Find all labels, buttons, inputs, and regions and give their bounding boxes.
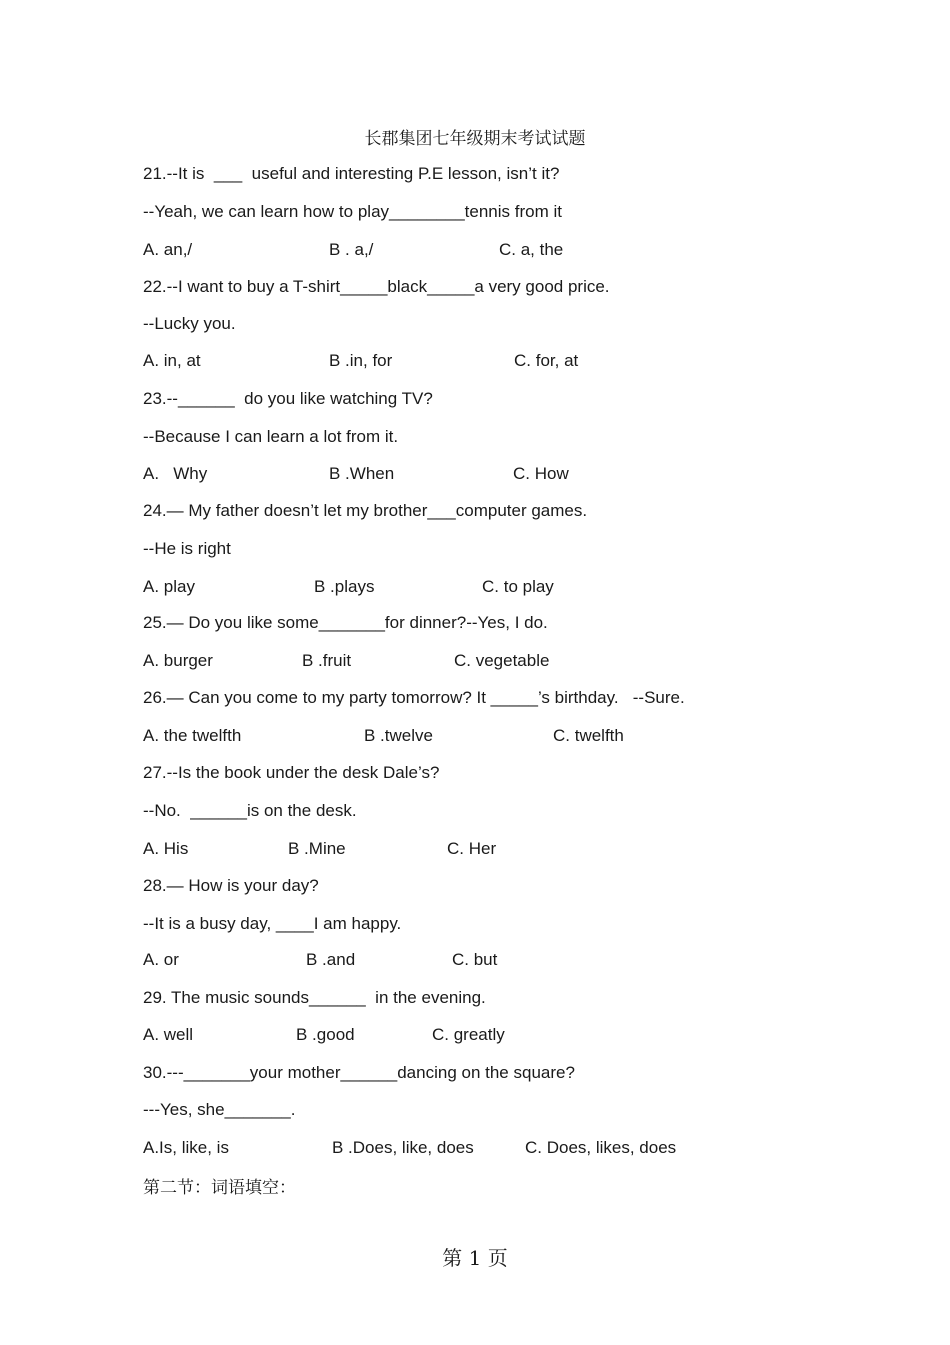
question-22-option-b: B .in, for — [329, 351, 393, 370]
question-24-option-a: A. play — [143, 577, 195, 596]
question-23-option-c: C. How — [513, 464, 569, 483]
question-23-option-b: B .When — [329, 464, 395, 483]
question-24-line-2: --He is right — [143, 539, 231, 558]
question-30-option-b: B .Does, like, does — [332, 1138, 474, 1157]
question-23-line-2: --Because I can learn a lot from it. — [143, 427, 399, 446]
question-28-option-a: A. or — [143, 950, 179, 969]
page-number: 第 1 页 — [442, 1246, 508, 1270]
question-27-line-2: --No. ______is on the desk. — [143, 801, 357, 820]
question-27-option-a: A. His — [143, 839, 189, 858]
question-28-option-b: B .and — [306, 950, 356, 969]
question-28-line-2: --It is a busy day, ____I am happy. — [143, 914, 402, 933]
question-29-line-1: 29. The music sounds______ in the evening. — [143, 988, 486, 1007]
section-2-heading: 第二节：词语填空： — [143, 1178, 296, 1198]
question-21-line-1: 21.--It is ___ useful and interesting P.E lesson, isn’t it? — [143, 164, 560, 183]
question-21-option-a: A. an,/ — [143, 240, 193, 259]
question-21-option-c: C. a, the — [499, 240, 564, 259]
question-28-line-1: 28.— How is your day? — [143, 876, 319, 895]
question-22-option-a: A. in, at — [143, 351, 201, 370]
question-27-option-b: B .Mine — [288, 839, 346, 858]
question-26-option-b: B .twelve — [364, 726, 433, 745]
question-21-option-b: B . a,/ — [329, 240, 374, 259]
question-28-option-c: C. but — [452, 950, 498, 969]
question-24-option-c: C. to play — [482, 577, 554, 596]
question-30-line-2: ---Yes, she_______. — [143, 1100, 296, 1119]
question-30-option-c: C. Does, likes, does — [525, 1138, 677, 1157]
question-24-option-b: B .plays — [314, 577, 375, 596]
question-21-line-2: --Yeah, we can learn how to play________tennis from it — [143, 202, 562, 221]
question-30-option-a: A.Is, like, is — [143, 1138, 229, 1157]
question-22-line-2: --Lucky you. — [143, 314, 236, 333]
question-25-line-1: 25.— Do you like some_______for dinner?--Yes, I do. — [143, 613, 548, 632]
question-26-line-1: 26.— Can you come to my party tomorrow? It _____’s birthday. --Sure. — [143, 688, 685, 707]
question-26-option-c: C. twelfth — [553, 726, 624, 745]
question-24-line-1: 24.— My father doesn’t let my brother___computer games. — [143, 501, 588, 520]
question-25-option-a: A. burger — [143, 651, 213, 670]
question-25-option-c: C. vegetable — [454, 651, 550, 670]
question-30-line-1: 30.---_______your mother______dancing on the square? — [143, 1063, 575, 1082]
question-27-option-c: C. Her — [447, 839, 497, 858]
question-26-option-a: A. the twelfth — [143, 726, 242, 745]
question-25-option-b: B .fruit — [302, 651, 352, 670]
question-23-option-a: A. Why — [143, 464, 208, 483]
question-29-option-b: B .good — [296, 1025, 355, 1044]
question-22-line-1: 22.--I want to buy a T-shirt_____black_____a very good price. — [143, 277, 610, 296]
question-27-line-1: 27.--Is the book under the desk Dale’s? — [143, 763, 440, 782]
question-29-option-c: C. greatly — [432, 1025, 505, 1044]
question-22-option-c: C. for, at — [514, 351, 579, 370]
question-23-line-1: 23.--______ do you like watching TV? — [143, 389, 433, 408]
page-title: 长郡集团七年级期末考试试题 — [364, 129, 586, 149]
question-29-option-a: A. well — [143, 1025, 194, 1044]
